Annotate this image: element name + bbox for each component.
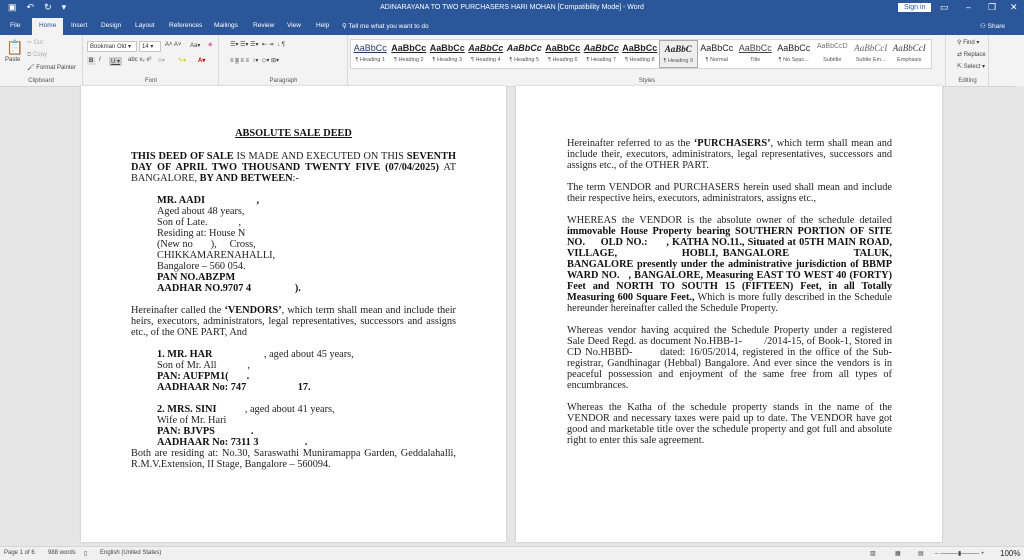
window-title: ADINARAYANA TO TWO PURCHASERS HARI MOHAN [Compatibility Mode] - Word bbox=[380, 4, 644, 11]
page-count[interactable]: Page 1 of 6 bbox=[4, 550, 35, 556]
text-run: IS MADE AND EXECUTED ON THIS bbox=[233, 151, 407, 162]
style-name: ¶ Heading 4 bbox=[470, 57, 501, 63]
text-run: Son of Late. , bbox=[157, 217, 242, 228]
share-button[interactable] bbox=[980, 22, 1005, 30]
title-bar bbox=[0, 0, 1024, 17]
page-1-body[interactable] bbox=[131, 128, 459, 481]
close-icon[interactable]: ✕ bbox=[1010, 2, 1018, 12]
style-heading-1[interactable] bbox=[351, 40, 390, 68]
party-line bbox=[157, 437, 456, 448]
paragraph bbox=[567, 215, 983, 314]
style-subtitle[interactable] bbox=[813, 40, 852, 68]
clear-format-icon[interactable]: ◈ bbox=[208, 42, 213, 48]
italic-button[interactable]: I bbox=[99, 57, 101, 63]
word-count[interactable]: 988 words bbox=[48, 550, 76, 556]
style-preview: AaBbC bbox=[664, 44, 692, 54]
style-name: Subtitle bbox=[823, 57, 842, 63]
style-name: ¶ Heading 3 bbox=[432, 57, 463, 63]
party-line bbox=[157, 371, 456, 382]
style-name: ¶ Heading 6 bbox=[547, 57, 578, 63]
text-run: Whereas vendor having acquired the Schedule Property under a registered Sale Deed Regd. as document No.HBB-1- /2014-15, of Book-1, Stored in CD No.HBBD- dated: 16/05/2014, registered in the office of the Sub-registrar, Gandhinagar (Hebbal) Bangalore. And ever since the vendors is in peaceful possession and enjoyment of the same free from all types of encumbrances. bbox=[567, 325, 895, 391]
style-name: ¶ Heading 8 bbox=[624, 57, 655, 63]
tab-insert[interactable]: Insert bbox=[71, 22, 88, 29]
bold-text: AADHAAR No: 747 17. bbox=[157, 382, 311, 393]
text-run: The term VENDOR and PURCHASERS herein used shall mean and include their respective heirs, executors, administrators, assigns etc., bbox=[567, 182, 895, 204]
redo-icon[interactable]: ↻ bbox=[44, 2, 52, 12]
style-heading-8[interactable] bbox=[621, 40, 660, 68]
sign-in-button[interactable]: Sign in bbox=[898, 3, 931, 12]
paragraph bbox=[567, 138, 895, 171]
tab-references[interactable]: References bbox=[169, 22, 203, 29]
bold-text: 2. MRS. SINI bbox=[157, 404, 217, 415]
print-layout-icon[interactable]: ▦ bbox=[895, 551, 901, 557]
text-run: Aged about 48 years, bbox=[157, 206, 245, 217]
style-preview: AaBbCcI bbox=[892, 43, 926, 53]
text-run: , which term shall mean and include their heirs, executors, administrators, legal representatives, successors and assigns etc., of the ONE PART, And bbox=[131, 305, 459, 338]
party-line bbox=[157, 228, 456, 239]
text-run: Whereas the Katha of the schedule property stands in the name of the VENDOR and necessary taxes were paid up to date. The VENDOR have got good and marketable title over the schedule property and got full and absolute right to enter this sale agreement. bbox=[567, 402, 895, 446]
bold-text: MR. AADI , bbox=[157, 195, 260, 206]
paragraph-group bbox=[220, 35, 348, 87]
style-preview: AaBbCc bbox=[622, 43, 658, 53]
tab-design[interactable]: Design bbox=[101, 22, 122, 29]
text-run: Residing at: House N bbox=[157, 228, 246, 239]
tab-layout[interactable]: Layout bbox=[135, 22, 155, 29]
bold-text: AADHAAR No: 7311 3 . bbox=[157, 437, 308, 448]
bold-button[interactable]: B bbox=[89, 58, 94, 64]
party-line bbox=[157, 239, 456, 250]
grow-font-icon[interactable]: A˄ A˅ bbox=[165, 42, 182, 48]
paragraph bbox=[131, 151, 459, 184]
style-heading-7[interactable] bbox=[582, 40, 621, 68]
restore-icon[interactable]: ❐ bbox=[988, 2, 997, 12]
tab-view[interactable]: View bbox=[287, 22, 301, 29]
bold-text: SEVENTH DAY OF APRIL TWO THOUSAND TWENTY FIVE (07/04/2025) bbox=[131, 151, 459, 173]
document-page-2[interactable] bbox=[516, 86, 983, 542]
tab-help[interactable]: Help bbox=[316, 22, 330, 29]
read-mode-icon[interactable]: ▥ bbox=[870, 551, 876, 557]
styles-gallery bbox=[350, 39, 932, 69]
format-painter-button[interactable]: 🖌 Format Painter bbox=[27, 65, 76, 71]
text-run: Hereinafter referred to as the bbox=[567, 138, 694, 149]
party-line bbox=[157, 283, 456, 294]
style-name: ¶ No Spac... bbox=[778, 57, 809, 63]
bold-text: PAN: BJVPS . bbox=[157, 426, 254, 437]
style-preview: AaBbCc bbox=[353, 43, 387, 53]
party-line bbox=[157, 415, 456, 426]
underline-button[interactable]: U ▾ bbox=[111, 59, 121, 65]
style-preview: AaBbCc bbox=[391, 43, 427, 53]
paragraph bbox=[131, 448, 459, 470]
strike-sub-sup-icons[interactable]: abc x₂ x² bbox=[128, 57, 152, 63]
text-effects-icon[interactable]: A▾ bbox=[158, 58, 166, 64]
style-preview: AaBbCc bbox=[583, 43, 619, 53]
party-line bbox=[157, 261, 456, 272]
text-run: (New no ), Cross, bbox=[157, 239, 256, 250]
paragraph bbox=[567, 402, 895, 446]
style-preview: AaBbCc bbox=[506, 43, 542, 53]
select-button[interactable]: ⇱ Select ▾ bbox=[957, 64, 986, 70]
style-no-spac[interactable] bbox=[775, 40, 814, 68]
text-run: , aged about 41 years, bbox=[216, 404, 335, 415]
style-heading-3[interactable] bbox=[428, 40, 467, 68]
bold-text: ‘PURCHASERS’ bbox=[693, 138, 771, 149]
document-page-1[interactable] bbox=[81, 86, 506, 542]
change-case-icon[interactable]: Aa▾ bbox=[190, 43, 201, 49]
style-heading-9[interactable] bbox=[659, 40, 698, 68]
save-icon[interactable]: ▣ bbox=[8, 2, 17, 12]
party-details bbox=[157, 404, 456, 448]
party-line bbox=[157, 195, 456, 206]
style-name: ¶ Heading 9 bbox=[663, 58, 694, 64]
style-heading-5[interactable] bbox=[505, 40, 544, 68]
minimize-icon[interactable]: – bbox=[966, 2, 972, 12]
bold-text: PAN: AUFPM1( . bbox=[157, 371, 250, 382]
style-name: ¶ Heading 5 bbox=[509, 57, 540, 63]
lightbulb-icon: ⚲ bbox=[342, 23, 349, 30]
text-run: Both are residing at: No.30, Saraswathi Muniramappa Garden, Geddalahalli, R.M.V.Extension, II Stage, Bangalore – 560094. bbox=[131, 448, 459, 470]
person-icon: ⚇ bbox=[980, 23, 988, 30]
clipboard-label: Clipboard bbox=[28, 78, 54, 84]
paragraph bbox=[567, 182, 895, 204]
font-label: Font bbox=[144, 78, 157, 84]
style-name: Subtle Em... bbox=[855, 57, 886, 63]
style-name: Emphasis bbox=[897, 57, 922, 63]
text-run: Son of Mr. All , bbox=[157, 360, 250, 371]
style-preview: AaBbCc bbox=[777, 43, 811, 53]
tab-home[interactable]: Home bbox=[32, 18, 63, 35]
text-run: , which term shall mean and include their, executors, administrators, legal representatives, successors and assigns etc., of the OTHER PART. bbox=[567, 138, 895, 171]
text-run: , aged about 45 years, bbox=[212, 349, 354, 360]
tab-mailings[interactable]: Mailings bbox=[214, 22, 238, 29]
share-label: Share bbox=[987, 23, 1005, 30]
style-preview: AaBbCc bbox=[545, 43, 581, 53]
highlight-icon[interactable]: ✎▾ bbox=[178, 58, 187, 64]
status-bar bbox=[0, 546, 1024, 560]
tab-review[interactable]: Review bbox=[253, 22, 275, 29]
paste-icon[interactable]: 📋 bbox=[6, 39, 24, 55]
style-name: ¶ Heading 1 bbox=[355, 57, 386, 63]
proofing-icon[interactable]: ▯ bbox=[84, 551, 88, 557]
style-preview: AaBbCc bbox=[468, 43, 504, 53]
text-run: WHEREAS the VENDOR is the absolute owner of the schedule detailed bbox=[567, 215, 895, 226]
document-title: ABSOLUTE SALE DEED bbox=[235, 128, 352, 139]
style-subtle-em[interactable] bbox=[852, 40, 891, 68]
clipboard-group bbox=[0, 35, 83, 87]
align-icons[interactable]: ≡ ≡ ≡ ≡ ↕▾ ◇▾ ⊞▾ bbox=[230, 58, 280, 64]
tab-file[interactable]: File bbox=[10, 22, 21, 29]
party-details bbox=[157, 195, 456, 294]
zoom-slider[interactable]: – ———▮——— + bbox=[935, 551, 985, 557]
party-details bbox=[157, 349, 456, 393]
editing-group bbox=[947, 35, 989, 87]
paragraph bbox=[567, 325, 895, 391]
text-run: Bangalore – 560 054. bbox=[157, 261, 246, 272]
bold-text: THIS DEED OF SALE bbox=[131, 151, 234, 162]
bold-text: immovable House Property bearing SOUTHERN PORTION OF SITE NO. OLD NO.: , KATHA NO.11., Situated at 05TH MAIN ROAD, VILLAGE, HOBLI, BANGALORE TALUK, BANGALORE presently under the administrative jurisdiction of BBMP WARD NO. , BANGALORE, Measuring EAST TO WEST 40 (FORTY) Feet and NORTH TO SOUTH 15 (FIFTEEN) Feet, in all Totally Measuring 600 Square Feet., bbox=[567, 226, 983, 303]
ribbon-display-icon[interactable]: ▭ bbox=[940, 2, 949, 12]
paste-button[interactable]: Paste bbox=[5, 57, 21, 63]
language[interactable]: English (United States) bbox=[100, 550, 162, 556]
paragraph-label: Paragraph bbox=[269, 78, 298, 84]
party-line bbox=[157, 382, 456, 393]
party-line bbox=[157, 426, 456, 437]
style-preview: AaBbCc bbox=[738, 43, 772, 53]
party-line bbox=[157, 250, 456, 261]
bold-text: PAN NO.ABZPM bbox=[157, 272, 236, 283]
style-heading-2[interactable] bbox=[390, 40, 429, 68]
style-name: Title bbox=[750, 57, 761, 63]
bold-text: BY AND BETWEEN bbox=[199, 173, 293, 184]
font-color-icon[interactable]: A▾ bbox=[198, 58, 206, 64]
style-heading-6[interactable] bbox=[544, 40, 583, 68]
style-normal[interactable] bbox=[698, 40, 737, 68]
party-line bbox=[157, 349, 456, 360]
font-size-select[interactable]: 14 ▾ bbox=[139, 41, 161, 52]
style-heading-4[interactable] bbox=[467, 40, 506, 68]
style-preview: AaBbCc bbox=[700, 43, 734, 53]
editing-label: Editing bbox=[958, 78, 977, 84]
page-2-body[interactable] bbox=[567, 138, 983, 457]
bold-text: ‘VENDORS’ bbox=[224, 305, 282, 316]
style-preview: AaBbCc bbox=[429, 43, 465, 53]
font-name-select[interactable]: Bookman Old ▾ bbox=[87, 41, 137, 52]
ribbon bbox=[0, 35, 1024, 87]
style-name: ¶ Normal bbox=[705, 57, 728, 63]
style-emphasis[interactable] bbox=[890, 40, 929, 68]
vertical-scrollbar[interactable] bbox=[1015, 86, 1024, 546]
style-title[interactable] bbox=[736, 40, 775, 68]
party-line bbox=[157, 206, 456, 217]
replace-button[interactable]: ⇄ Replace bbox=[957, 52, 986, 58]
text-run: CHIKKAMARENAHALLI, bbox=[157, 250, 276, 261]
paragraph bbox=[131, 305, 459, 338]
text-run: Wife of Mr. Hari bbox=[157, 415, 227, 426]
party-line bbox=[157, 272, 456, 283]
party-line bbox=[157, 217, 456, 228]
copy-button[interactable]: ⧉ Copy bbox=[27, 52, 47, 58]
web-layout-icon[interactable]: ▤ bbox=[918, 551, 924, 557]
text-run: :- bbox=[292, 173, 299, 184]
style-preview: AaBbCcD bbox=[816, 43, 848, 50]
cut-button[interactable]: ✂ Cut bbox=[27, 40, 44, 46]
zoom-level[interactable]: 100% bbox=[1000, 549, 1021, 558]
undo-icon[interactable]: ↶ bbox=[26, 2, 35, 12]
font-group bbox=[84, 35, 219, 87]
party-line bbox=[157, 404, 456, 415]
find-button[interactable]: ⚲ Find ▾ bbox=[957, 40, 980, 46]
text-run: Hereinafter called the bbox=[131, 305, 225, 316]
styles-label: Styles bbox=[638, 78, 656, 84]
list-icons[interactable]: ☰▾ ☰▾ ☰▾ ⇤ ⇥ ↓ ¶ bbox=[230, 42, 285, 48]
bold-text: 1. MR. HAR bbox=[157, 349, 213, 360]
style-name: ¶ Heading 7 bbox=[586, 57, 617, 63]
party-line bbox=[157, 360, 456, 371]
style-preview: AaBbCcI bbox=[854, 43, 888, 53]
text-run: Which is more fully described in the Schedule hereunder hereinafter called the Schedule Property. bbox=[567, 292, 895, 314]
text-run: AT BANGALORE, bbox=[131, 162, 459, 184]
tell-me-label: Tell me what you want to do bbox=[348, 23, 429, 30]
ribbon-tabs bbox=[0, 17, 1024, 35]
tell-me-search[interactable] bbox=[342, 22, 429, 30]
bold-text: AADHAR NO.9707 4 ). bbox=[157, 283, 301, 294]
style-name: ¶ Heading 2 bbox=[393, 57, 424, 63]
customize-icon[interactable]: ▾ bbox=[61, 2, 67, 12]
